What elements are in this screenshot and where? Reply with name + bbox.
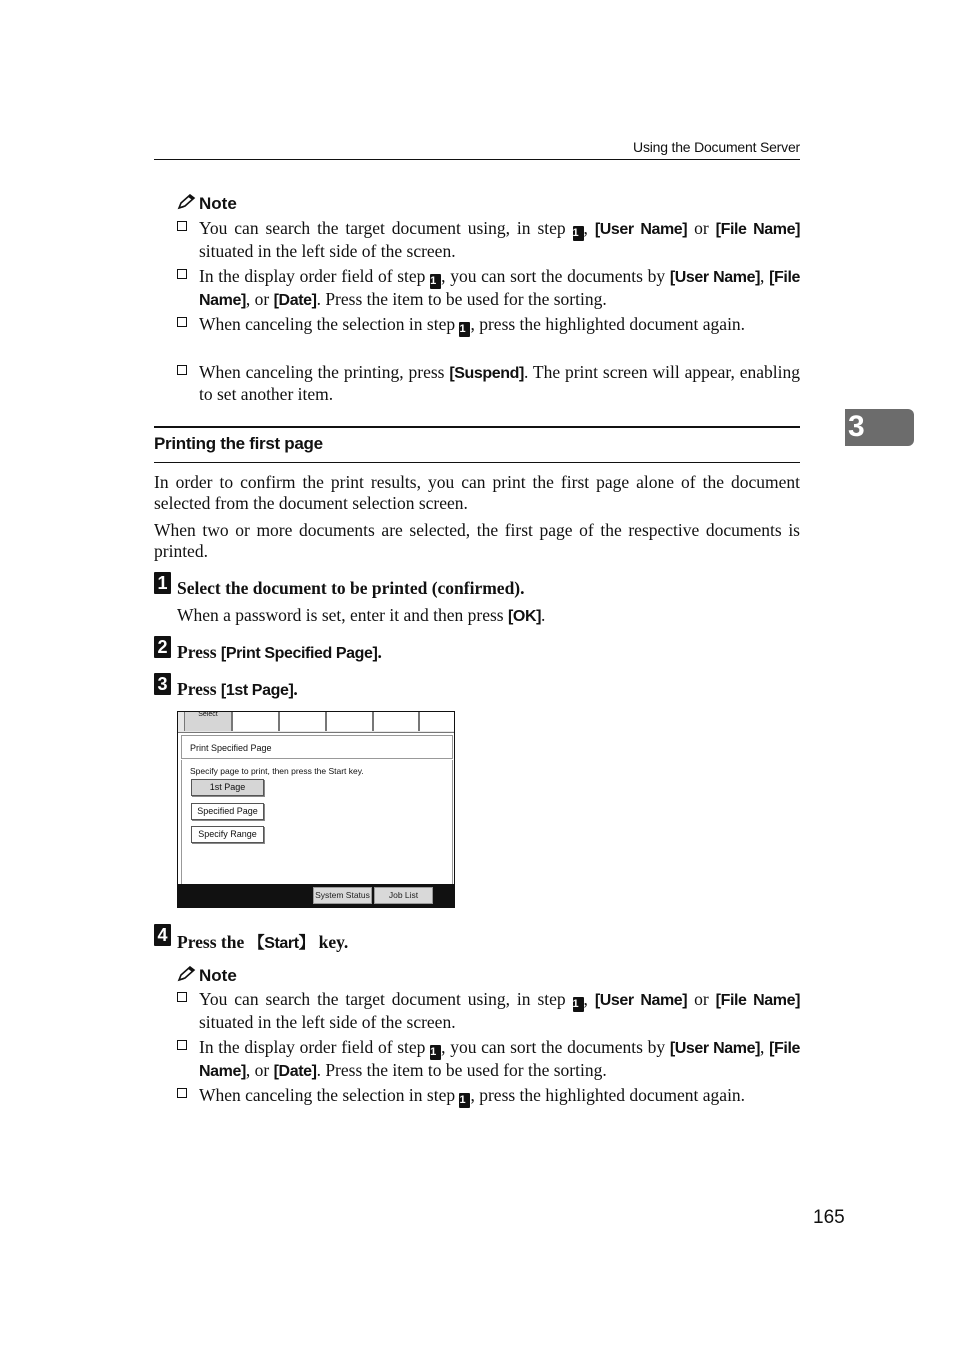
- step-number: 3: [154, 673, 171, 695]
- section-rule-top: [154, 426, 800, 428]
- step-icon: 1: [430, 1045, 441, 1060]
- pencil-icon: [177, 194, 197, 210]
- specify-range-button[interactable]: Specify Range: [191, 826, 264, 843]
- screen-tab[interactable]: [373, 712, 419, 731]
- step-instruction: Select the document to be printed (confirmed).: [177, 578, 525, 598]
- checkbox-bullet-icon: [177, 317, 187, 327]
- step-icon: 1: [459, 322, 470, 337]
- screen-footer: [178, 884, 454, 907]
- step-icon: 1: [573, 997, 584, 1012]
- checkbox-bullet-icon: [177, 365, 187, 375]
- note-item: When canceling the printing, press [Suspend]. The print screen will appear, enabling to set another item.: [177, 362, 800, 405]
- chapter-number: 3: [848, 410, 865, 443]
- specified-page-button[interactable]: Specified Page: [191, 803, 264, 820]
- section-rule-bottom: [154, 462, 800, 463]
- chapter-tab: [845, 409, 914, 446]
- screen-tab[interactable]: [419, 712, 455, 731]
- step-instruction: Press [1st Page].: [177, 679, 298, 699]
- step-instruction: Press [Print Specified Page].: [177, 642, 382, 662]
- step-number: 2: [154, 636, 171, 658]
- checkbox-bullet-icon: [177, 1040, 187, 1050]
- note-heading: [177, 194, 237, 214]
- header-rule: [154, 159, 800, 160]
- step-icon: 1: [573, 226, 584, 241]
- step-detail: When a password is set, enter it and then press [OK].: [177, 605, 546, 625]
- control-panel-screenshot: [177, 711, 455, 908]
- screen-body: [181, 760, 453, 886]
- note-item: When canceling the selection in step 1 , press the highlighted document again.: [177, 1085, 800, 1108]
- note-item: You can search the target document using, in step 1 , [User Name] or [File Name] situated in the left side of the screen.: [177, 218, 800, 262]
- running-header: Using the Document Server: [633, 139, 800, 155]
- job-list-button[interactable]: Job List: [374, 887, 433, 904]
- note-item: When canceling the selection in step 1 , press the highlighted document again.: [177, 314, 800, 337]
- step-icon: 1: [430, 274, 441, 289]
- screen-instruction: Specify page to print, then press the Start key.: [190, 766, 364, 776]
- note-item: In the display order field of step 1 , you can sort the documents by [User Name], [File Name], or [Date]. Press the item to be used for the sorting.: [177, 1037, 800, 1082]
- note-heading: [177, 966, 237, 986]
- note-heading-label: Note: [199, 194, 237, 213]
- screen-tab[interactable]: [279, 712, 326, 731]
- step-instruction: Press the 【Start】 key.: [177, 932, 349, 952]
- step-number: 1: [154, 572, 171, 594]
- step-icon: 1: [459, 1093, 470, 1108]
- checkbox-bullet-icon: [177, 992, 187, 1002]
- checkbox-bullet-icon: [177, 269, 187, 279]
- step-number: 4: [154, 924, 171, 946]
- pencil-icon: [177, 966, 197, 982]
- checkbox-bullet-icon: [177, 221, 187, 231]
- section-title: Printing the first page: [154, 434, 323, 453]
- system-status-button[interactable]: System Status: [313, 887, 372, 904]
- note-heading-label: Note: [199, 966, 237, 985]
- first-page-button[interactable]: 1st Page: [191, 779, 264, 796]
- paragraph: In order to confirm the print results, you can print the first page alone of the document selected from the document selection screen.: [154, 472, 800, 513]
- note-item: You can search the target document using, in step 1 , [User Name] or [File Name] situated in the left side of the screen.: [177, 989, 800, 1033]
- screen-tab-select[interactable]: Select: [184, 712, 232, 731]
- paragraph: When two or more documents are selected, the first page of the respective documents is printed.: [154, 520, 800, 561]
- checkbox-bullet-icon: [177, 1088, 187, 1098]
- note-item: In the display order field of step 1 , you can sort the documents by [User Name], [File Name], or [Date]. Press the item to be used for the sorting.: [177, 266, 800, 311]
- page-number: 165: [813, 1207, 845, 1228]
- screen-tab-bar: [178, 712, 454, 733]
- screen-tab[interactable]: [232, 712, 279, 731]
- screen-tab[interactable]: [326, 712, 373, 731]
- screen-title: Print Specified Page: [181, 735, 453, 759]
